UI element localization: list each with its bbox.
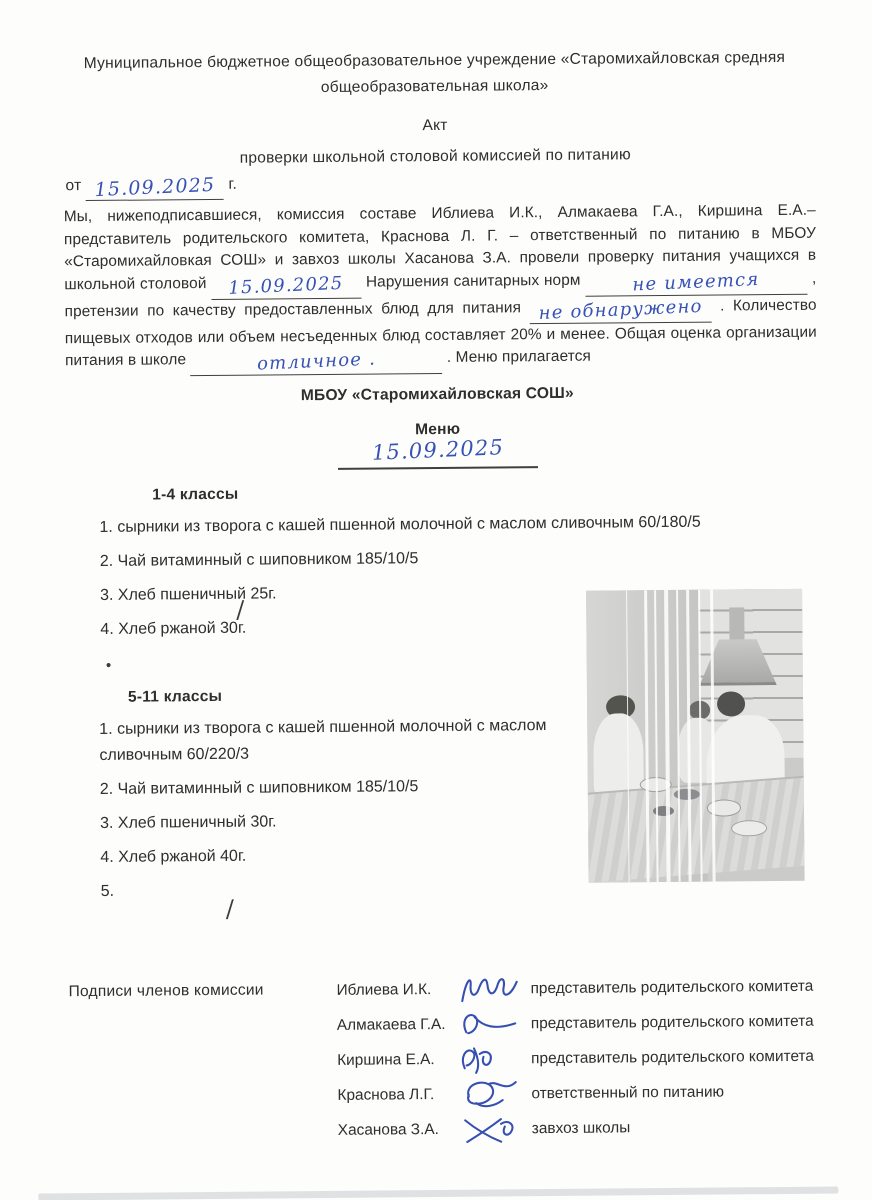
menu-date-line [2, 436, 872, 473]
date-blank [86, 173, 224, 202]
signature-row [336, 968, 856, 1008]
handwritten-menu-date: 15.09.2025 [371, 435, 505, 465]
member-name: Хасанова З.А. [337, 1120, 439, 1139]
member-name: Краснова Л.Г. [337, 1085, 435, 1104]
paragraph-text-4: . Количество пищевых отходов или объем несъеденных блюд составляет 20% и менее. Общая оценка организации питания в школе [64, 296, 817, 370]
menu-item: 1. сырники из творога с кашей пшенной молочной с маслом сливочным 60/220/3 [99, 717, 547, 764]
handwritten-check-date: 15.09.2025 [228, 272, 345, 299]
member-name: Иблиева И.К. [336, 980, 432, 999]
menu-section2-heading: 5-11 классы [127, 687, 223, 706]
date-prefix: от [65, 177, 82, 195]
signature-ink-kirshina [457, 1041, 521, 1078]
member-role: завхоз школы [531, 1118, 631, 1137]
doc-title: Акт [422, 116, 448, 135]
menu-section2-list [99, 713, 571, 913]
menu-date-blank [338, 435, 538, 470]
member-name: Киршина Е.А. [337, 1050, 435, 1069]
stray-slash-mark-2: / [225, 894, 235, 923]
handwritten-quality: не обнаружено [538, 295, 703, 324]
menu-item: 2. Чай витаминный с шиповником 185/10/5 [99, 778, 419, 798]
stray-slash-mark: / [236, 595, 245, 624]
menu-item: 4. Хлеб ржаной 40г. [100, 847, 247, 866]
act-paragraph [64, 200, 817, 378]
menu-item: 2. Чай витаминный с шиповником 185/10/5 [99, 550, 419, 570]
member-role: представитель родительского комитета [530, 1012, 814, 1032]
menu-item: 3. Хлеб пшеничный 30г. [100, 813, 277, 832]
paragraph-text-2: Нарушения санитарных норм [365, 271, 581, 291]
signature-ink-khasanova [458, 1111, 522, 1148]
signatures-block [336, 968, 858, 1148]
paragraph-text-3: , претензии по качеству предоставленных блюд для питания [64, 269, 817, 321]
signature-row [338, 1108, 858, 1148]
menu-item: 1. сырники из творога с кашей пшенной молочной с маслом сливочным 60/180/5 [99, 513, 701, 536]
signature-ink-krasnova [457, 1076, 521, 1113]
handwritten-norms: не имеется [632, 268, 761, 296]
doc-subtitle: проверки школьной столовой комиссией по питанию [239, 146, 631, 167]
fill-blank-quality [529, 295, 711, 324]
org-name-line1: Муниципальное бюджетное общеобразовательное учреждение «Старомихайловская средняя [83, 48, 786, 73]
scan-edge-shadow [38, 1187, 838, 1200]
menu-title: Меню [414, 420, 461, 439]
stray-dot-mark: . [104, 646, 113, 673]
canteen-photo [586, 589, 805, 883]
menu-item: 4. Хлеб ржаной 30г. [100, 619, 247, 638]
menu-item: 3. Хлеб пшеничный 25г. [100, 585, 277, 604]
fill-blank-date [211, 272, 361, 299]
fill-blank-rating [190, 348, 442, 376]
signature-ink-almakayeva [457, 1006, 521, 1043]
handwritten-rating: отличное . [256, 348, 377, 376]
paragraph-text-5: . Меню прилагается [446, 348, 591, 367]
photo-scan-streaks [586, 589, 805, 883]
signature-row [337, 1038, 857, 1078]
member-name: Алмакаева Г.А. [336, 1015, 446, 1034]
handwritten-doc-date: 15.09.2025 [94, 173, 216, 202]
menu-section1-heading: 1-4 классы [152, 485, 239, 504]
signature-ink-ibliyeva [456, 971, 520, 1008]
menu-item: 5. [100, 882, 115, 900]
member-role: представитель родительского комитета [530, 977, 814, 997]
paragraph-text-1: Мы, нижеподписавшиеся, комиссия составе Иблиева И.К., Алмакаева Г.А., Киршина Е.А.– представитель родительского комитета, Краснова Л. Г. – ответственный по питанию в МБОУ «Старомихайловкая СОШ» и завхоз школы Хасанова З.А. провели проверку питания учащихся в школьной столовой [63, 201, 817, 294]
member-role: представитель родительского комитета [531, 1047, 814, 1067]
org-name-line2: общеобразовательная школа» [320, 77, 549, 96]
signatures-label: Подписи членов комиссии [68, 981, 264, 1001]
signature-row [337, 1003, 857, 1043]
member-role: ответственный по питанию [531, 1083, 725, 1102]
doc-date-line [65, 173, 238, 202]
signature-row [337, 1073, 857, 1113]
menu-school-name: МБОУ «Старомихайловская СОШ» [300, 384, 574, 405]
fill-blank-norms [585, 268, 807, 297]
date-suffix: г. [228, 175, 238, 193]
